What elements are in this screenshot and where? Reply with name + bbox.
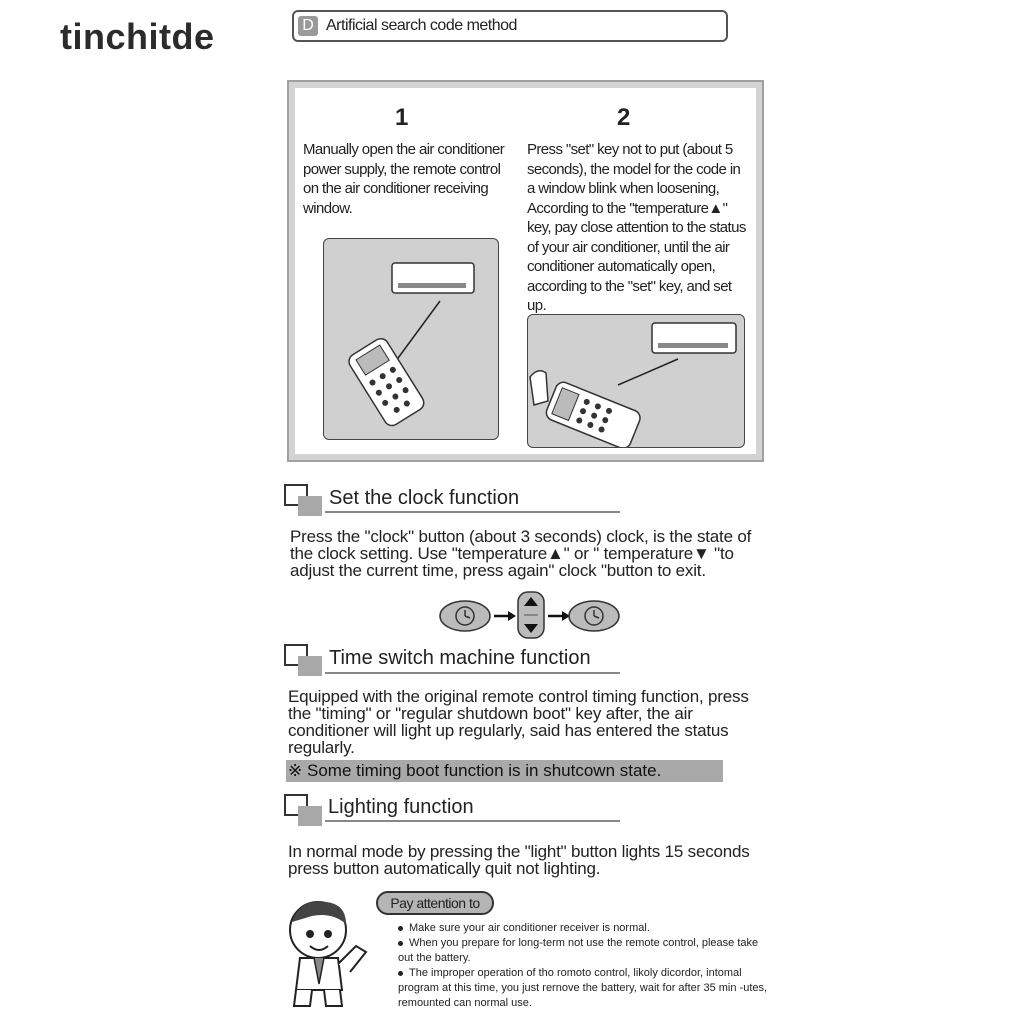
step-1-number: 1 <box>395 104 409 131</box>
lighting-section-icon <box>284 794 324 826</box>
step-1-text: Manually open the air conditioner power supply, the remote control on the air conditioner receiving window. <box>303 141 505 217</box>
clock-button-icon <box>440 601 490 631</box>
clock-section-divider <box>325 511 620 513</box>
timer-note-text: Some timing boot function is in shutcown state. <box>306 761 662 780</box>
arrow-right-icon <box>548 611 570 621</box>
asterisk-note-icon: ※ <box>288 761 303 780</box>
illustration-remote-to-ac-1 <box>323 238 499 440</box>
bullet-icon <box>398 941 403 946</box>
lighting-section-divider <box>325 820 620 822</box>
attention-label-text: Pay attention to <box>390 895 480 911</box>
arrow-right-icon <box>494 611 516 621</box>
attention-label <box>376 891 494 915</box>
timer-section-icon <box>284 644 324 676</box>
cartoon-boy-icon <box>276 894 376 1012</box>
clock-section-title: Set the clock function <box>329 487 520 509</box>
timer-note <box>288 761 661 781</box>
section-header <box>292 10 728 42</box>
lighting-section-text: In normal mode by pressing the "light" button lights 15 seconds press button automatically quit not lighting. <box>288 842 750 878</box>
attention-tip-2 <box>398 936 768 966</box>
steps-panel <box>287 80 764 462</box>
clock-section-text: Press the "clock" button (about 3 seconds) clock, is the state of the clock setting. Use "temperature▲" or " temperature▼ "to adjust the current time, press again" clock "button to exit. <box>290 527 752 580</box>
temperature-up-down-icon <box>518 592 544 638</box>
illustration-remote-to-ac-2 <box>527 314 745 448</box>
attention-tip-1-text: Make sure your air conditioner receiver is normal. <box>409 922 650 934</box>
attention-tip-3 <box>398 966 768 1011</box>
step-2-number: 2 <box>617 104 631 131</box>
attention-tip-3-text: The improper operation of tho romoto control, likoly dicordor, intomal program at this time, you just rernove the battery, wait for after 35 min -utes, remounted can normal use. <box>398 967 768 1009</box>
clock-button-icon <box>569 601 619 631</box>
clock-button-diagram <box>438 590 622 640</box>
lighting-section-title: Lighting function <box>328 796 474 818</box>
hand-icon <box>528 315 744 447</box>
timer-section-text: Equipped with the original remote control timing function, press the "timing" or "regular shutdown boot" key after, the air conditioner will light up regularly, said has entered the status regularly. <box>288 687 749 757</box>
bullet-icon <box>398 971 403 976</box>
bullet-icon <box>398 926 403 931</box>
section-letter-badge: D <box>298 16 318 36</box>
attention-tip-2-text: When you prepare for long-term not use the remote control, please take out the battery. <box>398 937 759 964</box>
timer-section-divider <box>325 672 620 674</box>
timer-section-title: Time switch machine function <box>329 647 591 669</box>
step-2-text: Press "set" key not to put (about 5 seconds), the model for the code in a window blink when loosening, According to the "temperature▲" key, pay close attention to the status of your air conditioner, until the air conditioner automatically open, according to the "set" key, and set up. <box>527 141 746 314</box>
clock-section-icon <box>284 484 324 516</box>
section-header-title: Artificial search code method <box>326 17 517 34</box>
watermark-text: tinchitde <box>60 16 215 57</box>
attention-tip-1 <box>398 921 768 936</box>
remote-control-icon <box>324 239 498 439</box>
